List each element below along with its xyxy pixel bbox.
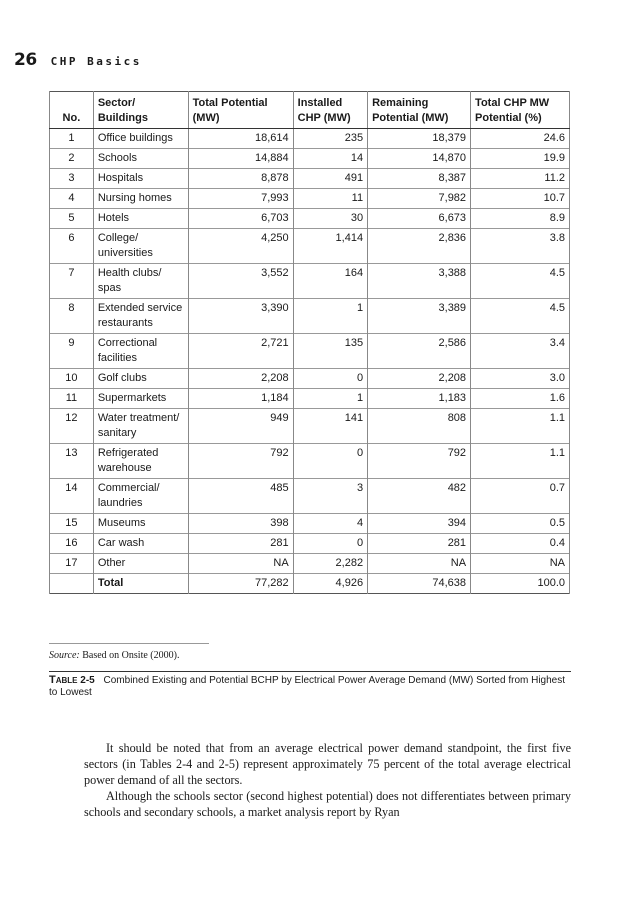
row-total-pct: 3.8 bbox=[471, 229, 570, 264]
row-total-pct: 19.9 bbox=[471, 149, 570, 169]
row-installed-chp: 1 bbox=[293, 389, 367, 409]
row-installed-chp: 0 bbox=[293, 444, 367, 479]
table-row bbox=[50, 554, 570, 574]
row-remaining-potential: 6,673 bbox=[368, 209, 471, 229]
row-no: 2 bbox=[50, 149, 94, 169]
row-no: 3 bbox=[50, 169, 94, 189]
row-installed-chp: 491 bbox=[293, 169, 367, 189]
table-body bbox=[50, 129, 570, 594]
row-total-potential: NA bbox=[188, 554, 293, 574]
table-row bbox=[50, 229, 570, 264]
row-installed-chp: 164 bbox=[293, 264, 367, 299]
row-total-pct: 8.9 bbox=[471, 209, 570, 229]
row-installed-chp: 30 bbox=[293, 209, 367, 229]
header-sector: Sector/ Buildings bbox=[93, 92, 188, 129]
header-no: No. bbox=[50, 92, 94, 129]
row-remaining-potential: 394 bbox=[368, 514, 471, 534]
row-remaining-potential: 2,836 bbox=[368, 229, 471, 264]
table-row bbox=[50, 334, 570, 369]
table-row bbox=[50, 299, 570, 334]
row-installed-chp: 235 bbox=[293, 129, 367, 149]
table-row bbox=[50, 514, 570, 534]
row-sector: Golf clubs bbox=[93, 369, 188, 389]
row-total-potential: 1,184 bbox=[188, 389, 293, 409]
body-text bbox=[84, 740, 571, 820]
row-remaining-potential: 3,389 bbox=[368, 299, 471, 334]
table-row bbox=[50, 129, 570, 149]
row-remaining-potential: 8,387 bbox=[368, 169, 471, 189]
total-no bbox=[50, 574, 94, 594]
row-remaining-potential: 1,183 bbox=[368, 389, 471, 409]
row-no: 12 bbox=[50, 409, 94, 444]
row-installed-chp: 141 bbox=[293, 409, 367, 444]
row-installed-chp: 0 bbox=[293, 534, 367, 554]
row-sector: Correctional facilities bbox=[93, 334, 188, 369]
row-total-potential: 18,614 bbox=[188, 129, 293, 149]
row-total-pct: 0.7 bbox=[471, 479, 570, 514]
row-no: 9 bbox=[50, 334, 94, 369]
row-installed-chp: 14 bbox=[293, 149, 367, 169]
row-sector: Extended service restaurants bbox=[93, 299, 188, 334]
row-total-pct: 1.1 bbox=[471, 444, 570, 479]
table-row bbox=[50, 369, 570, 389]
row-total-pct: 4.5 bbox=[471, 299, 570, 334]
row-no: 6 bbox=[50, 229, 94, 264]
row-total-potential: 485 bbox=[188, 479, 293, 514]
row-total-potential: 281 bbox=[188, 534, 293, 554]
row-sector: College/ universities bbox=[93, 229, 188, 264]
row-installed-chp: 0 bbox=[293, 369, 367, 389]
row-no: 5 bbox=[50, 209, 94, 229]
row-sector: Other bbox=[93, 554, 188, 574]
row-total-potential: 2,721 bbox=[188, 334, 293, 369]
row-no: 10 bbox=[50, 369, 94, 389]
table-row bbox=[50, 409, 570, 444]
row-total-pct: 1.6 bbox=[471, 389, 570, 409]
running-head bbox=[14, 50, 142, 70]
row-total-potential: 8,878 bbox=[188, 169, 293, 189]
total-total-potential: 77,282 bbox=[188, 574, 293, 594]
table-header-row bbox=[50, 92, 570, 129]
row-no: 13 bbox=[50, 444, 94, 479]
caption-text: Combined Existing and Potential BCHP by Electrical Power Average Demand (MW) Sorted from Highest to Lowest bbox=[49, 675, 566, 698]
table-row bbox=[50, 389, 570, 409]
row-remaining-potential: 14,870 bbox=[368, 149, 471, 169]
header-remaining-potential: Remaining Potential (MW) bbox=[368, 92, 471, 129]
row-remaining-potential: 7,982 bbox=[368, 189, 471, 209]
row-sector: Car wash bbox=[93, 534, 188, 554]
row-sector: Water treatment/ sanitary bbox=[93, 409, 188, 444]
row-total-potential: 3,390 bbox=[188, 299, 293, 334]
row-no: 14 bbox=[50, 479, 94, 514]
row-total-potential: 14,884 bbox=[188, 149, 293, 169]
data-table bbox=[49, 91, 570, 594]
row-remaining-potential: 18,379 bbox=[368, 129, 471, 149]
row-installed-chp: 1 bbox=[293, 299, 367, 334]
row-total-potential: 7,993 bbox=[188, 189, 293, 209]
row-total-pct: 0.4 bbox=[471, 534, 570, 554]
row-sector: Nursing homes bbox=[93, 189, 188, 209]
total-total-pct: 100.0 bbox=[471, 574, 570, 594]
caption-number: 2-5 bbox=[80, 675, 95, 686]
table-row bbox=[50, 444, 570, 479]
row-remaining-potential: 281 bbox=[368, 534, 471, 554]
row-no: 16 bbox=[50, 534, 94, 554]
source-label: Source: bbox=[49, 650, 80, 661]
row-no: 11 bbox=[50, 389, 94, 409]
header-total-potential: Total Potential (MW) bbox=[188, 92, 293, 129]
body-paragraph: It should be noted that from an average electrical power demand standpoint, the first five sectors (in Tables 2-4 and 2-5) represent approximately 75 percent of the total average electrical power demand of all the sectors. bbox=[84, 741, 571, 787]
row-total-pct: 11.2 bbox=[471, 169, 570, 189]
row-total-pct: 3.0 bbox=[471, 369, 570, 389]
book-title: CHP Basics bbox=[50, 55, 142, 68]
row-no: 1 bbox=[50, 129, 94, 149]
caption-rule bbox=[49, 671, 571, 672]
row-remaining-potential: NA bbox=[368, 554, 471, 574]
row-total-potential: 949 bbox=[188, 409, 293, 444]
row-remaining-potential: 792 bbox=[368, 444, 471, 479]
source-note bbox=[49, 650, 179, 661]
row-total-pct: 3.4 bbox=[471, 334, 570, 369]
row-total-potential: 3,552 bbox=[188, 264, 293, 299]
row-total-potential: 6,703 bbox=[188, 209, 293, 229]
total-remaining-potential: 74,638 bbox=[368, 574, 471, 594]
row-sector: Museums bbox=[93, 514, 188, 534]
table-row bbox=[50, 534, 570, 554]
row-total-pct: 1.1 bbox=[471, 409, 570, 444]
row-total-potential: 792 bbox=[188, 444, 293, 479]
row-total-pct: NA bbox=[471, 554, 570, 574]
source-rule bbox=[49, 643, 209, 644]
row-total-pct: 10.7 bbox=[471, 189, 570, 209]
row-installed-chp: 4 bbox=[293, 514, 367, 534]
caption-label: Table bbox=[49, 674, 78, 686]
table-row bbox=[50, 264, 570, 299]
row-installed-chp: 11 bbox=[293, 189, 367, 209]
row-remaining-potential: 3,388 bbox=[368, 264, 471, 299]
total-sector: Total bbox=[93, 574, 188, 594]
row-total-potential: 2,208 bbox=[188, 369, 293, 389]
row-sector: Office buildings bbox=[93, 129, 188, 149]
row-sector: Hotels bbox=[93, 209, 188, 229]
row-installed-chp: 135 bbox=[293, 334, 367, 369]
total-installed-chp: 4,926 bbox=[293, 574, 367, 594]
table-row bbox=[50, 189, 570, 209]
row-remaining-potential: 2,208 bbox=[368, 369, 471, 389]
row-total-pct: 24.6 bbox=[471, 129, 570, 149]
header-installed-chp: Installed CHP (MW) bbox=[293, 92, 367, 129]
table-row bbox=[50, 149, 570, 169]
row-total-potential: 4,250 bbox=[188, 229, 293, 264]
row-total-potential: 398 bbox=[188, 514, 293, 534]
row-remaining-potential: 808 bbox=[368, 409, 471, 444]
row-no: 4 bbox=[50, 189, 94, 209]
row-installed-chp: 2,282 bbox=[293, 554, 367, 574]
row-installed-chp: 3 bbox=[293, 479, 367, 514]
page-number: 26 bbox=[14, 50, 37, 70]
row-sector: Schools bbox=[93, 149, 188, 169]
row-no: 7 bbox=[50, 264, 94, 299]
row-total-pct: 4.5 bbox=[471, 264, 570, 299]
row-total-pct: 0.5 bbox=[471, 514, 570, 534]
row-sector: Hospitals bbox=[93, 169, 188, 189]
row-no: 8 bbox=[50, 299, 94, 334]
row-remaining-potential: 482 bbox=[368, 479, 471, 514]
row-sector: Refrigerated warehouse bbox=[93, 444, 188, 479]
header-total-pct: Total CHP MW Potential (%) bbox=[471, 92, 570, 129]
row-no: 17 bbox=[50, 554, 94, 574]
row-installed-chp: 1,414 bbox=[293, 229, 367, 264]
table-row bbox=[50, 169, 570, 189]
table-caption bbox=[49, 674, 571, 699]
row-sector: Commercial/ laundries bbox=[93, 479, 188, 514]
body-paragraph: Although the schools sector (second highest potential) does not differentiates between primary schools and secondary schools, a market analysis report by Ryan bbox=[84, 789, 571, 819]
source-text: Based on Onsite (2000). bbox=[82, 650, 180, 661]
table-row bbox=[50, 479, 570, 514]
table-total-row bbox=[50, 574, 570, 594]
row-remaining-potential: 2,586 bbox=[368, 334, 471, 369]
table-row bbox=[50, 209, 570, 229]
row-sector: Supermarkets bbox=[93, 389, 188, 409]
row-sector: Health clubs/ spas bbox=[93, 264, 188, 299]
row-no: 15 bbox=[50, 514, 94, 534]
